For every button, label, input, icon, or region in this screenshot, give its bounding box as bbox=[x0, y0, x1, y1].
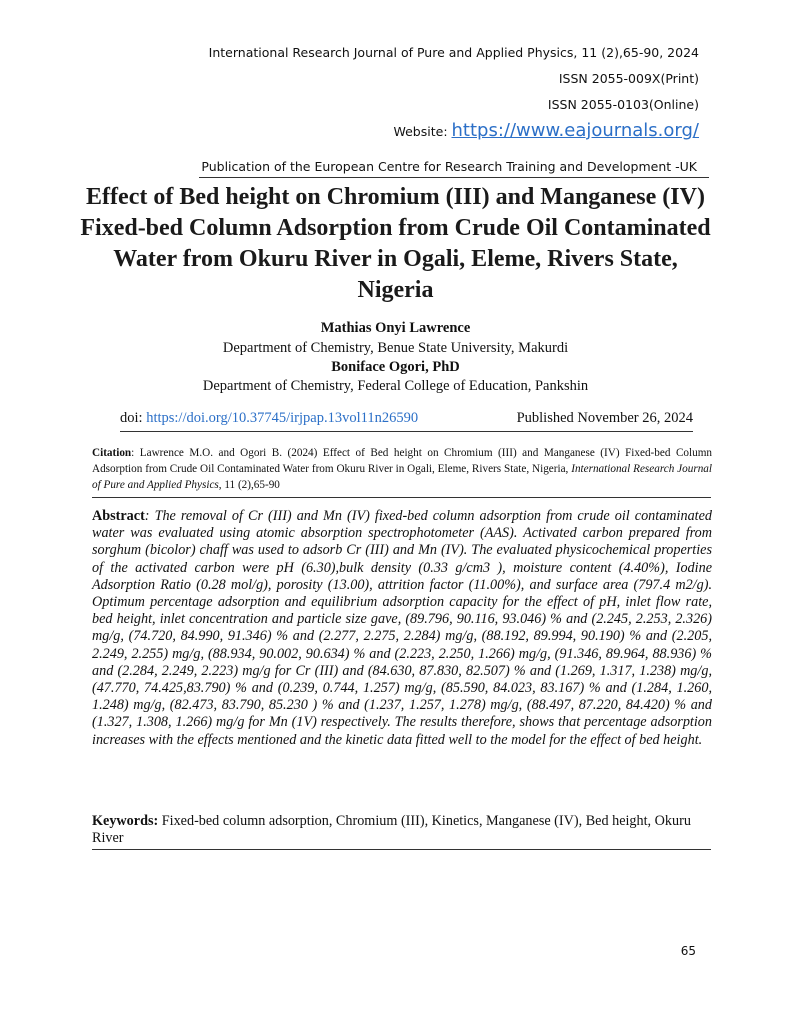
citation bbox=[92, 445, 712, 493]
website-line bbox=[393, 120, 699, 141]
citation-divider bbox=[92, 497, 711, 498]
abstract-label: Abstract bbox=[92, 508, 145, 524]
keywords bbox=[92, 813, 712, 847]
issn-print: ISSN 2055-009X(Print) bbox=[558, 71, 699, 86]
author-1-affiliation: Department of Chemistry, Benue State University, Makurdi bbox=[222, 340, 569, 356]
header-divider bbox=[199, 177, 709, 178]
author-2-affiliation: Department of Chemistry, Federal College of Education, Pankshin bbox=[202, 378, 589, 394]
abstract-text: : The removal of Cr (III) and Mn (IV) fixed-bed column adsorption from crude oil contaminated water was evaluated using atomic absorption spectrophotometer (AAS). Activated carbon prepared from sorghum (bicolor) chaff was used to adsorb Cr (III) and Mn (IV). The evaluated physicochemical properties of the activated carbon were pH (6.30),bulk density (0.33 g/cm3 ), moisture content (4.40%), Iodine Adsorption Ratio (0.28 mol/g), porosity (13.00), attrition factor (11.00%), and surface area (797.4 m2/g). Optimum percentage adsorption and equilibrium adsorption capacity for the effect of pH, inlet flow rate, bed height, inlet concentration and particle size gave, (89.796, 90.116, 93.046) % and (2.245, 2.253, 2.326) mg/g, (74.720, 84.990, 91.346) % and (2.277, 2.275, 2.284) mg/g, (88.192, 89.994, 90.190) % and (2.205, 2.249, 2.255) mg/g, (88.934, 90.002, 90.634) % and (2.223, 2.250, 1.266) mg/g, (91.346, 89.964, 88.936) % and (2.284, 2.249, 2.223) mg/g for Cr (III) and (84.630, 87.830, 82.507) % and (1.269, 1.317, 1.238) mg/g, (47.770, 74.425,83.790) % and (0.239, 0.744, 1.257) mg/g, (85.590, 84.023, 83.167) % and (1.284, 1.260, 1.248) mg/g, (82.473, 83.790, 85.230 ) % and (1.237, 1.257, 1.278) mg/g, (88.497, 87.220, 84.420) % and (1.327, 1.308, 1.266) mg/g for Mn (1V) respectively. The results therefore, shows that percentage adsorption increases with the effects mentioned and the kinetic data fitted well to the model for the effect of bed height. bbox=[92, 508, 712, 748]
citation-text: : Lawrence M.O. and Ogori B. (2024) Effect of Bed height on Chromium (III) and Manganese (IV) Fixed-bed Column Adsorption from Crude Oil Contaminated Water from Okuru River in Ogali, Eleme, Rivers State, Nigeria, bbox=[92, 447, 712, 475]
page-number: 65 bbox=[680, 944, 696, 958]
keywords-text: Fixed-bed column adsorption, Chromium (III), Kinetics, Manganese (IV), Bed height, Okuru River bbox=[92, 813, 691, 847]
citation-journal: International Research Journal of Pure and Applied Physics bbox=[92, 463, 712, 491]
website-link[interactable]: https://www.eajournals.org/ bbox=[451, 120, 699, 141]
journal-reference: International Research Journal of Pure and Applied Physics, 11 (2),65-90, 2024 bbox=[208, 45, 699, 60]
paper-title: Effect of Bed height on Chromium (III) and Manganese (IV) Fixed-bed Column Adsorption from Crude Oil Contaminated Water from Okuru River in Ogali, Eleme, Rivers State, Nigeria bbox=[80, 184, 711, 303]
issn-online: ISSN 2055-0103(Online) bbox=[547, 97, 699, 112]
website-label: Website: bbox=[393, 124, 452, 139]
doi-label: doi: bbox=[120, 410, 147, 426]
author-1-name: Mathias Onyi Lawrence bbox=[320, 320, 471, 336]
doi-line bbox=[120, 410, 418, 427]
citation-label: Citation bbox=[92, 447, 132, 459]
doi-divider bbox=[120, 431, 693, 432]
author-2-name: Boniface Ogori, PhD bbox=[331, 359, 460, 375]
citation-tail: , 11 (2),65-90 bbox=[218, 479, 280, 491]
published-date: Published November 26, 2024 bbox=[516, 410, 693, 426]
abstract bbox=[92, 508, 712, 749]
keywords-divider bbox=[92, 849, 711, 850]
doi-link[interactable]: https://doi.org/10.37745/irjpap.13vol11n26590 bbox=[146, 410, 419, 426]
publisher-line: Publication of the European Centre for Research Training and Development -UK bbox=[201, 159, 697, 174]
keywords-label: Keywords: bbox=[92, 813, 159, 829]
